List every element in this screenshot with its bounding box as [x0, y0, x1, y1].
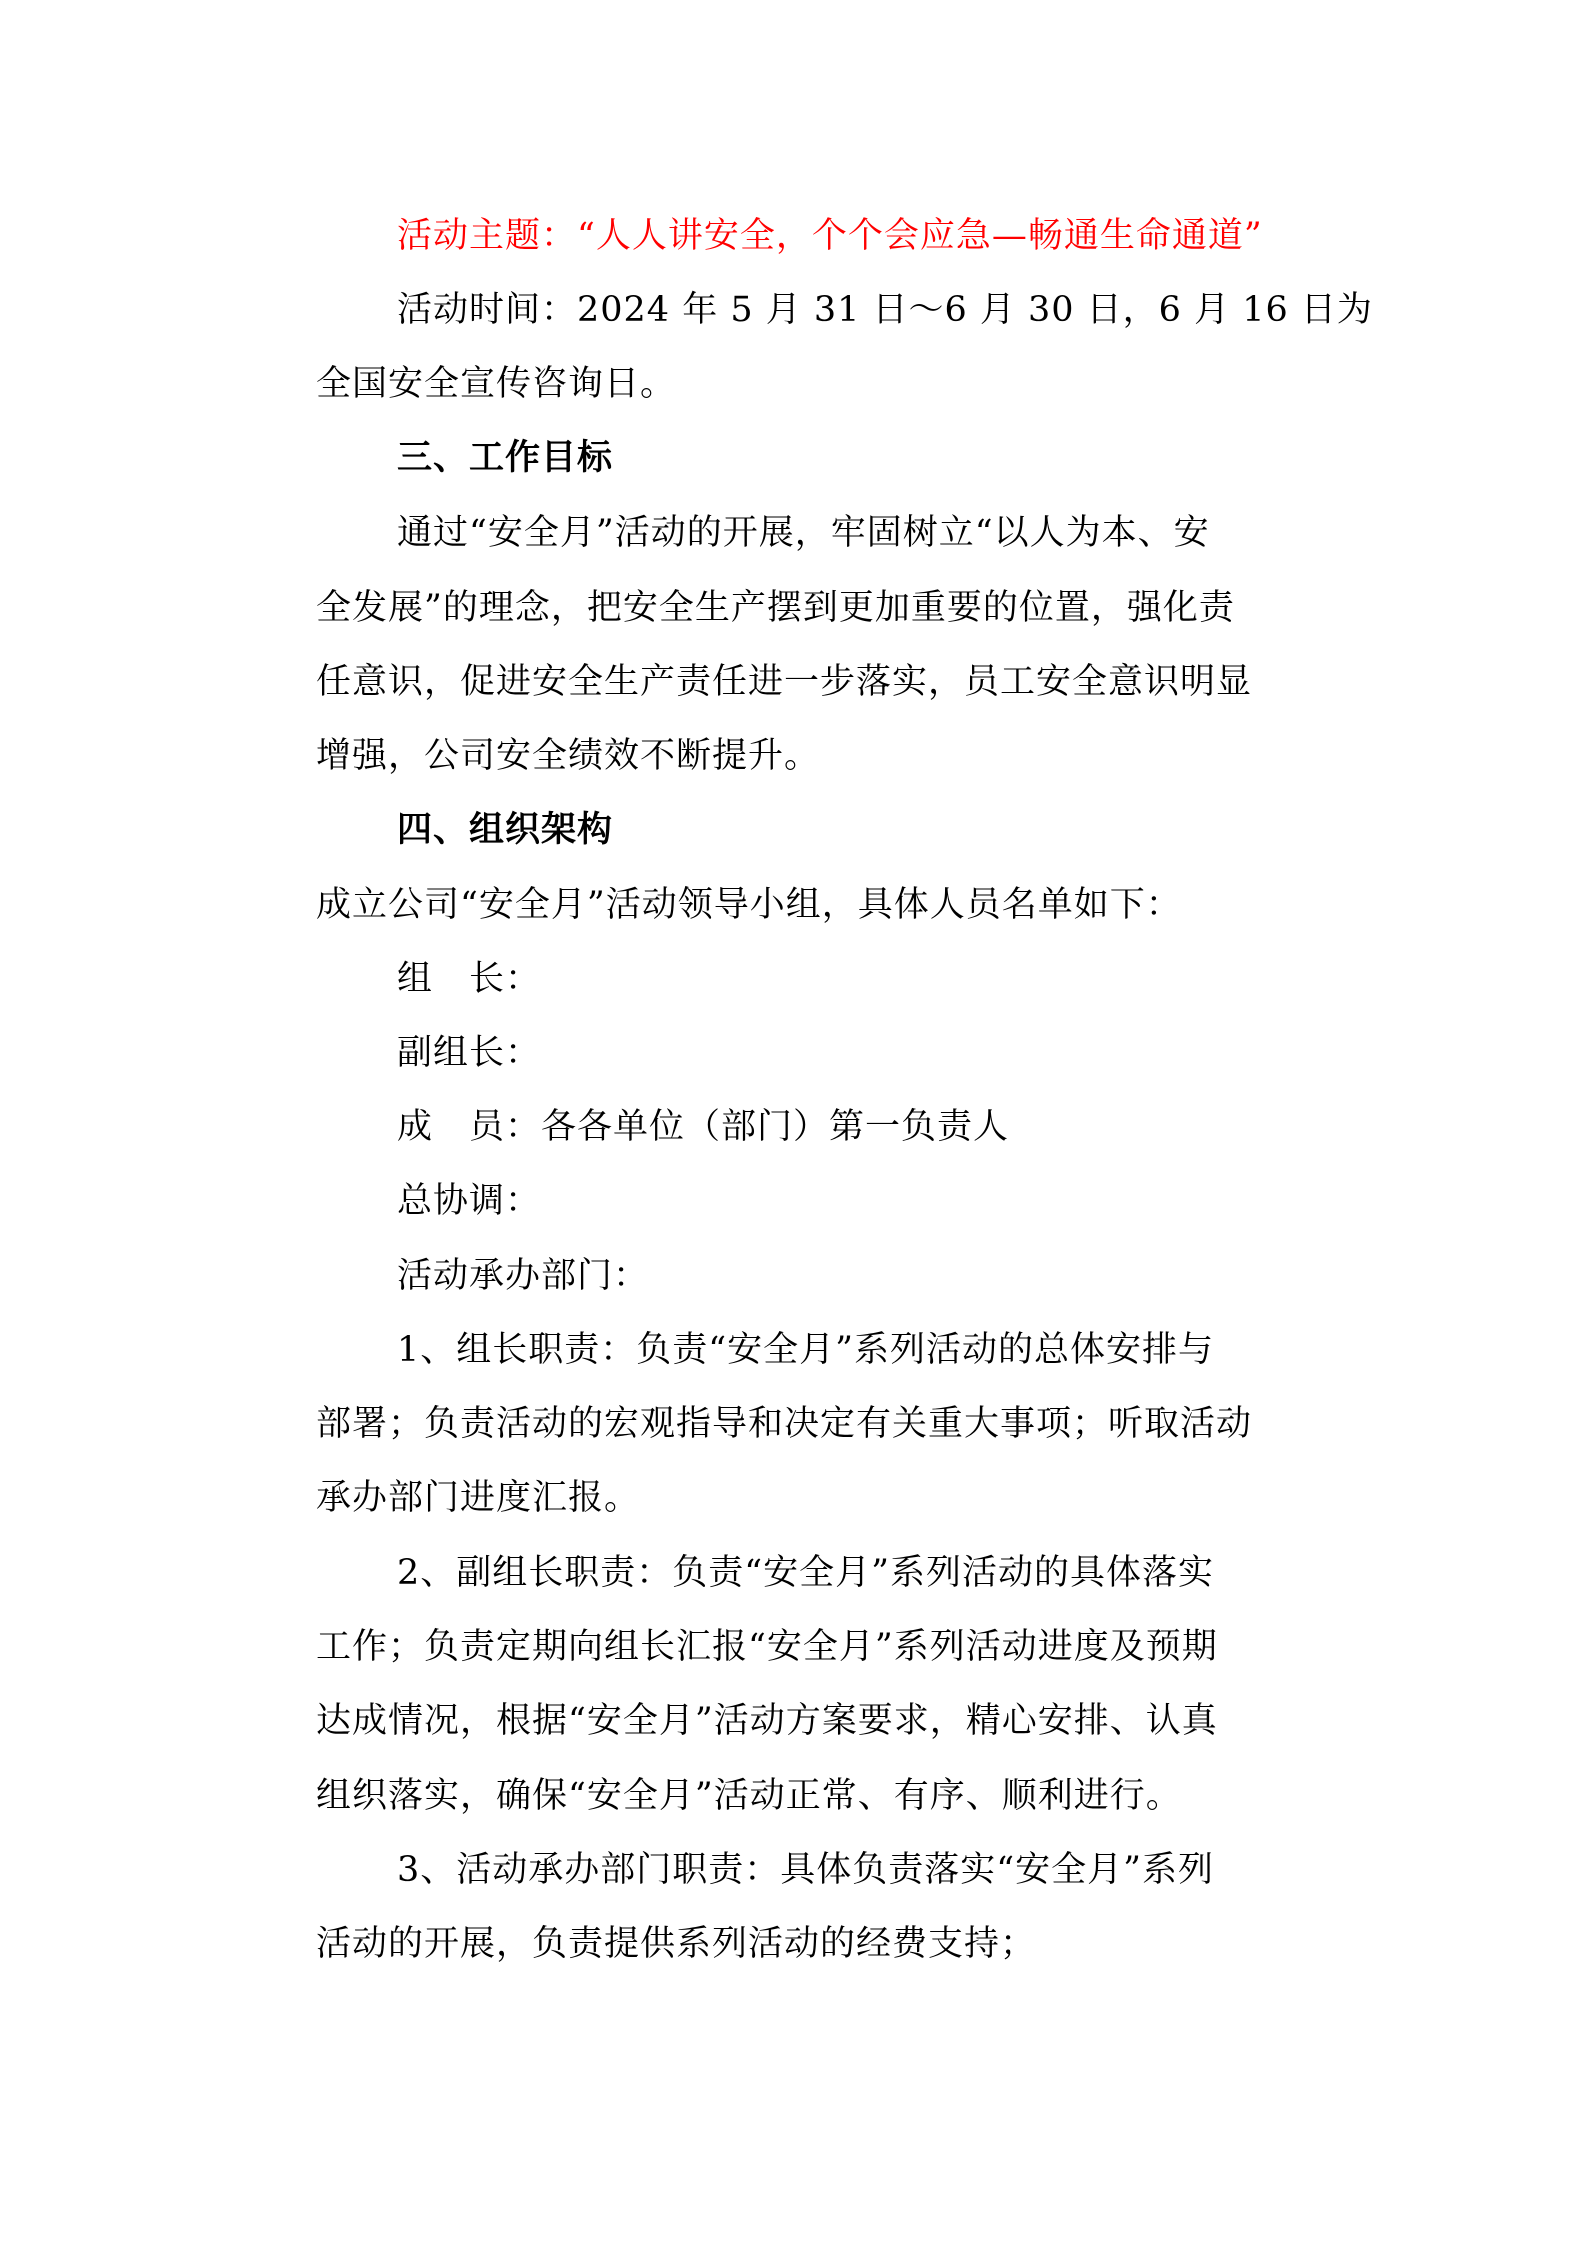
goal-paragraph-line: 通过“安全月”活动的开展，牢固树立“以人为本、安 [397, 513, 1210, 553]
activity-theme: 活动主题：“人人讲安全，个个会应急—畅通生命通道” [397, 216, 1263, 256]
duty-paragraph-line: 达成情况，根据“安全月”活动方案要求，精心安排、认真 [316, 1701, 1218, 1741]
role-deputy-leader: 副组长： [397, 1033, 542, 1073]
role-leader: 组 长： [397, 959, 542, 999]
section-heading-goals: 三、工作目标 [397, 437, 614, 478]
organization-intro: 成立公司“安全月”活动领导小组，具体人员名单如下： [316, 885, 1182, 925]
duty-paragraph-line: 组织落实，确保“安全月”活动正常、有序、顺利进行。 [316, 1776, 1182, 1816]
duty-paragraph-line: 1、组长职责：负责“安全月”系列活动的总体安排与 [397, 1330, 1215, 1370]
role-members: 成 员：各各单位（部门）第一负责人 [397, 1107, 1010, 1147]
activity-time-line-1: 活动时间：2024 年 5 月 31 日～6 月 30 日，6 月 16 日为 [397, 290, 1373, 330]
duty-paragraph-line: 部署；负责活动的宏观指导和决定有关重大事项；听取活动 [316, 1404, 1253, 1444]
goal-paragraph-line: 增强，公司安全绩效不断提升。 [316, 736, 821, 776]
role-coordinator: 总协调： [397, 1181, 542, 1221]
duty-paragraph-line: 活动的开展，负责提供系列活动的经费支持； [316, 1924, 1037, 1964]
goal-paragraph-line: 任意识，促进安全生产责任进一步落实，员工安全意识明显 [316, 662, 1253, 702]
duty-paragraph-line: 3、活动承办部门职责：具体负责落实“安全月”系列 [397, 1850, 1215, 1890]
duty-paragraph-line: 工作；负责定期向组长汇报“安全月”系列活动进度及预期 [316, 1627, 1218, 1667]
duty-paragraph-line: 承办部门进度汇报。 [316, 1478, 641, 1518]
duty-paragraph-line: 2、副组长职责：负责“安全月”系列活动的具体落实 [397, 1553, 1215, 1593]
role-host-department: 活动承办部门： [397, 1256, 650, 1296]
section-heading-organization: 四、组织架构 [397, 809, 614, 850]
goal-paragraph-line: 全发展”的理念，把安全生产摆到更加重要的位置，强化责 [316, 588, 1235, 628]
activity-time-line-2: 全国安全宣传咨询日。 [316, 364, 677, 404]
